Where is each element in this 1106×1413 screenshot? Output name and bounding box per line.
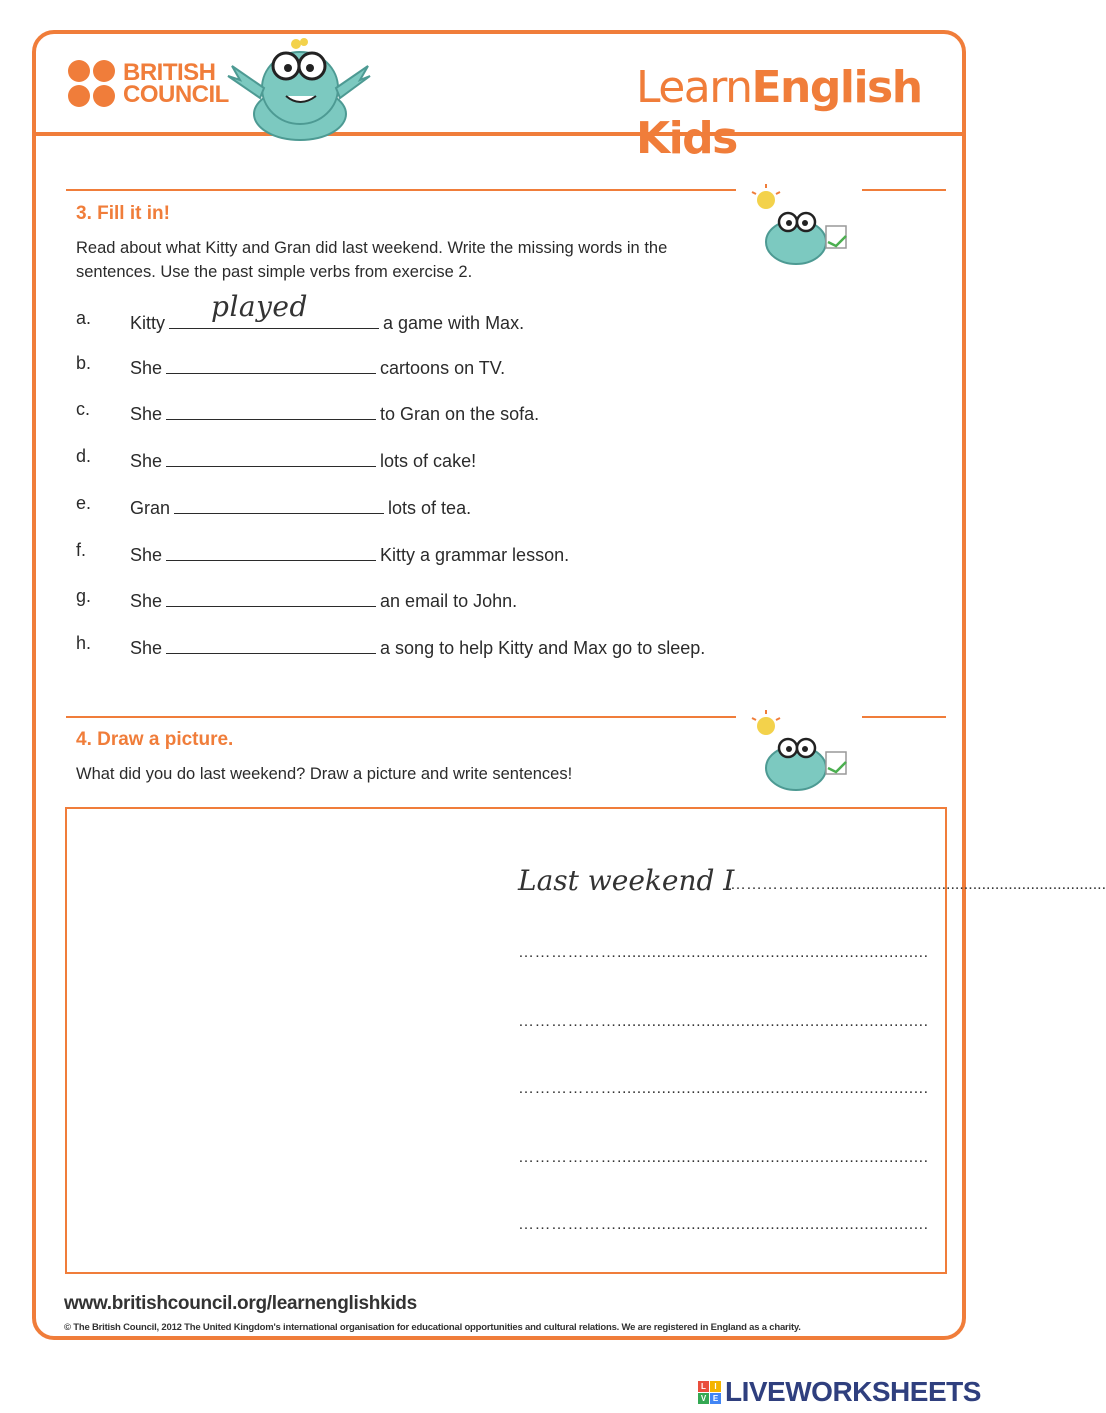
liveworksheets-wordmark: LIVEWORKSHEETS	[725, 1376, 981, 1407]
writing-line[interactable]: ………………...............................................................	[518, 1216, 929, 1233]
mascot-monster-icon	[226, 36, 372, 142]
liveworksheets-icon: L I V E	[698, 1381, 721, 1404]
writing-line[interactable]: ………………...............................................................	[518, 1013, 929, 1030]
answer-blank-c[interactable]	[166, 399, 376, 420]
british-council-dots-icon	[68, 60, 115, 107]
section4-rule-left	[66, 716, 736, 718]
writing-line[interactable]: ………………...............................................................	[518, 1149, 929, 1166]
liveworksheets-watermark	[698, 1376, 981, 1408]
answer-blank-f[interactable]	[166, 540, 376, 561]
answer-blank-b[interactable]	[166, 353, 376, 374]
section4-rule-right	[862, 716, 946, 718]
writing-starter: Last weekend I	[518, 864, 735, 897]
section3-instructions: Read about what Kitty and Gran did last weekend. Write the missing words in the sentences. Use the past simple verbs from exercise 2.	[76, 239, 668, 281]
idea-mascot-icon	[748, 180, 852, 270]
footer-url: www.britishcouncil.org/learnenglishkids	[64, 1293, 417, 1314]
section3-rule-right	[862, 189, 946, 191]
answer-blank-g[interactable]	[166, 586, 376, 607]
british-council-logo	[68, 60, 229, 107]
answer-blank-d[interactable]	[166, 446, 376, 467]
answer-blank-e[interactable]	[174, 493, 384, 514]
section3-rule-left	[66, 189, 736, 191]
writing-line[interactable]: ………………...............................................................	[518, 944, 929, 961]
handwritten-answer: played	[211, 290, 308, 323]
learnenglish-kids-logo: LearnEnglish Kids	[636, 62, 922, 164]
answer-blank-a[interactable]	[169, 290, 379, 329]
idea-mascot-icon	[748, 706, 852, 796]
section3-title: 3. Fill it in!	[76, 203, 170, 224]
british-council-wordmark: BRITISH COUNCIL	[123, 58, 229, 108]
footer-copyright: © The British Council, 2012 The United Kingdom's international organisation for educational opportunities and cultural relations. We are registered in England as a charity.	[64, 1322, 801, 1333]
writing-line[interactable]: ………………...............................................................	[518, 1080, 929, 1097]
writing-line[interactable]: ………………...............................................................	[730, 876, 1106, 893]
answer-blank-h[interactable]	[166, 633, 376, 654]
section4-title: 4. Draw a picture.	[76, 729, 234, 750]
section4-instructions: What did you do last weekend? Draw a picture and write sentences!	[76, 765, 573, 783]
